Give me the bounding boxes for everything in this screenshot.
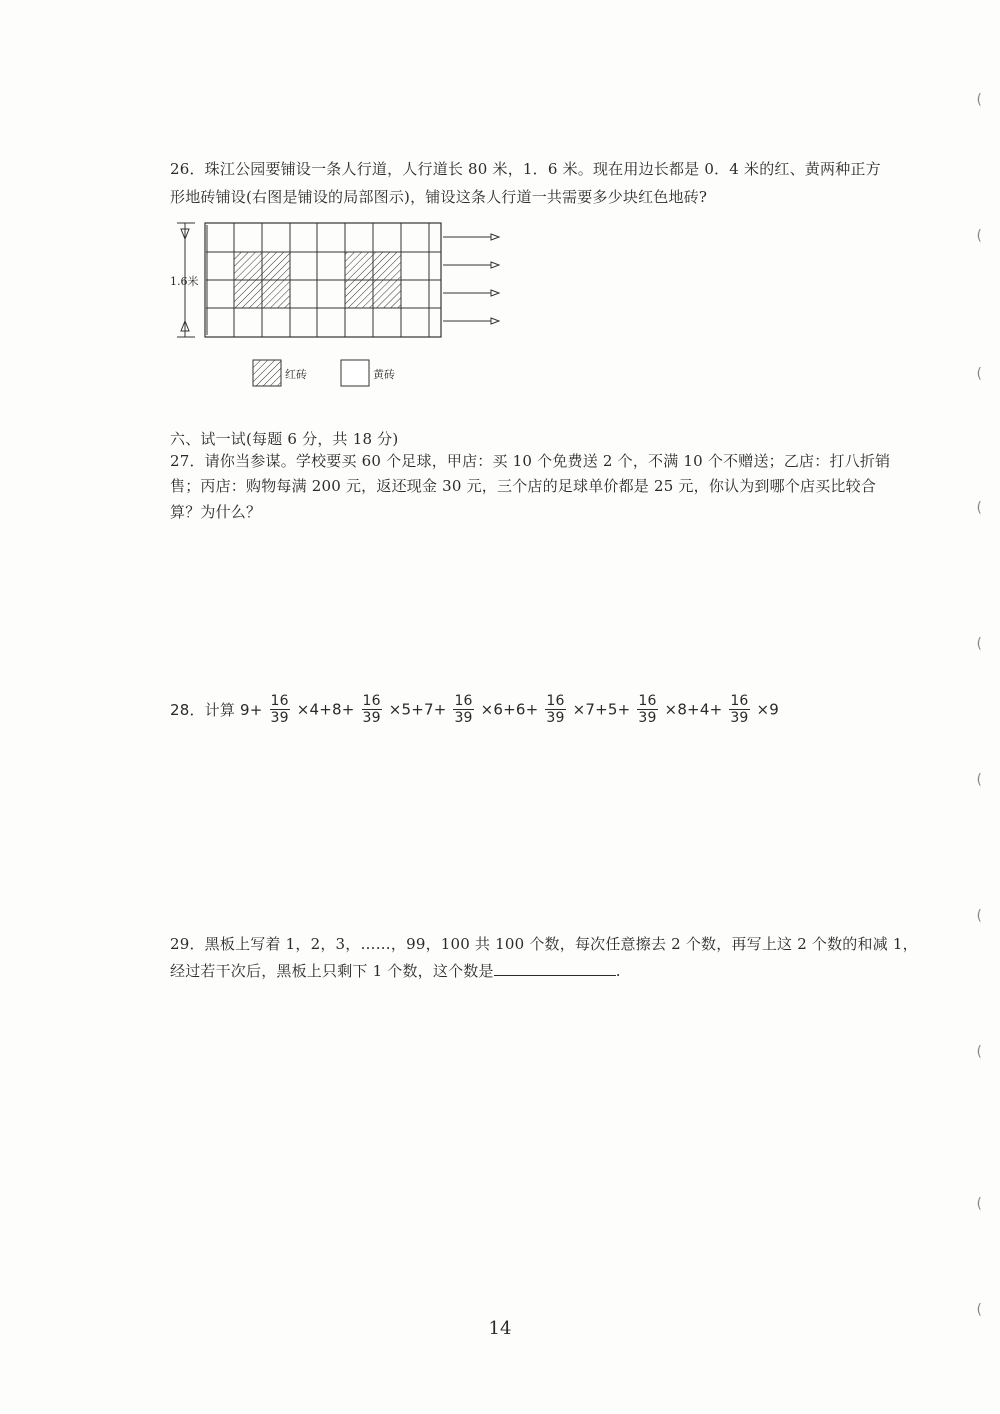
- direction-arrows: [443, 234, 499, 324]
- binder-hole-mark: (: [976, 908, 982, 924]
- legend-red-label: 红砖: [285, 368, 307, 381]
- q29-line2-text: 经过若干次后，黑板上只剩下 1 个数，这个数是: [170, 962, 494, 980]
- legend-yellow-label: 黄砖: [373, 368, 395, 381]
- binder-hole-mark: (: [976, 500, 982, 516]
- binder-hole-mark: (: [976, 1302, 982, 1318]
- answer-blank[interactable]: [494, 961, 616, 976]
- q28-term: ×6+6+: [480, 700, 539, 719]
- fraction: $\frac{16}{39}$: [454, 693, 473, 726]
- q26-text-line2: 形地砖铺设(右图是铺设的局部图示)，铺设这条人行道一共需要多少块红色地砖?: [170, 188, 708, 206]
- q28-expression: [170, 693, 779, 726]
- fraction: $\frac{16}{39}$: [730, 693, 749, 726]
- q28-term: ×7+5+: [572, 700, 631, 719]
- fraction: $\frac{16}{39}$: [638, 693, 657, 726]
- q26-text-line1: 26．珠江公园要铺设一条人行道，人行道长 80 米，1．6 米。现在用边长都是 0．4 米的红、黄两种正方: [170, 160, 881, 178]
- q28-term: ×4+8+: [296, 700, 355, 719]
- q27-text-line2: 售；丙店：购物每满 200 元，返还现金 30 元，三个店的足球单价都是 25 元，你认为到哪个店买比较合: [170, 477, 877, 495]
- legend-red-swatch: [253, 360, 281, 386]
- fraction: $\frac{16}{39}$: [546, 693, 565, 726]
- q28-term: ×9: [756, 700, 780, 719]
- binder-hole-mark: (: [976, 772, 982, 788]
- binder-hole-mark: (: [976, 92, 982, 108]
- q28-prefix: 28．计算 9+: [170, 701, 263, 719]
- fraction: $\frac{16}{39}$: [362, 693, 381, 726]
- binder-hole-mark: (: [976, 636, 982, 652]
- q27-text-line1: 27．请你当参谋。学校要买 60 个足球，甲店：买 10 个免费送 2 个，不满 10 个不赠送；乙店：打八折销: [170, 452, 891, 470]
- binder-hole-mark: (: [976, 1044, 982, 1060]
- q27-text-line3: 算？为什么？: [170, 503, 262, 521]
- q28-term: ×5+7+: [388, 700, 447, 719]
- binder-hole-mark: (: [976, 228, 982, 244]
- q29-text-line1: 29．黑板上写着 1，2，3，……，99，100 共 100 个数，每次任意擦去 2 个数，再写上这 2 个数的和减 1，: [170, 935, 918, 953]
- q29-text-line2: [170, 960, 621, 981]
- tile-grid-diagram: [165, 215, 525, 395]
- height-label: 1.6米: [170, 275, 199, 288]
- page-number: 14: [488, 1318, 512, 1339]
- legend-yellow-swatch: [341, 360, 369, 386]
- fraction: $\frac{16}{39}$: [270, 693, 289, 726]
- binder-hole-mark: (: [976, 1196, 982, 1212]
- q29-line2-end: .: [615, 962, 621, 980]
- q26-tile-figure: [165, 215, 525, 399]
- binder-hole-mark: (: [976, 366, 982, 382]
- section-title: 六、试一试(每题 6 分，共 18 分): [170, 430, 399, 448]
- q28-term: ×8+4+: [664, 700, 723, 719]
- tile-grid-lines: [206, 223, 441, 337]
